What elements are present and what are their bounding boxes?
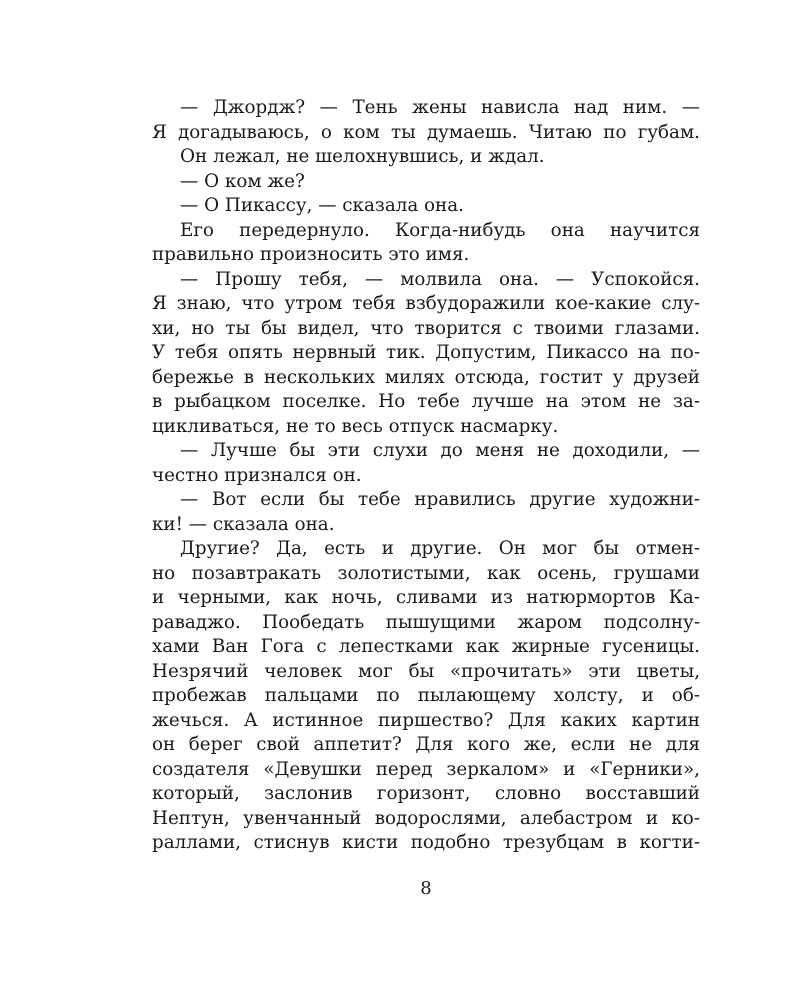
text-line: жечься. А истинное пиршество? Для каких картин xyxy=(152,709,700,731)
text-line: Я догадываюсь, о ком ты думаешь. Читаю по губам. xyxy=(152,121,700,143)
page-number: 8 xyxy=(420,878,432,899)
text-line: Незрячий человек мог бы «прочитать» эти цветы, xyxy=(152,660,700,682)
text-line: и черными, как ночь, сливами из натюрмортов Ка- xyxy=(152,587,700,608)
text-line: У тебя опять нервный тик. Допустим, Пикассо на по- xyxy=(152,342,700,363)
text-line: который, заслонив горизонт, словно восставший xyxy=(152,783,700,804)
text-line: хами Ван Гога с лепестками как жирные гусеницы. xyxy=(152,636,700,657)
text-line: — Лучше бы эти слухи до меня не доходили, — xyxy=(180,440,700,461)
text-line: честно признался он. xyxy=(152,464,362,486)
text-line: — Вот если бы тебе нравились другие художни- xyxy=(180,489,700,510)
text-line: — Прошу тебя, — молвила она. — Успокойся. xyxy=(180,268,700,290)
text-line: Другие? Да, есть и другие. Он мог бы отмен- xyxy=(180,538,700,559)
text-line: Его передернуло. Когда-нибудь она научится xyxy=(180,219,700,241)
text-line: пробежав пальцами по пылающему холсту, и об- xyxy=(152,685,700,706)
text-line: ки! — сказала она. xyxy=(152,513,335,535)
text-line: он берег свой аппетит? Для кого же, если не для xyxy=(152,734,700,755)
body-text xyxy=(152,96,700,856)
text-line: в рыбацком поселке. Но тебе лучше на этом не за- xyxy=(152,391,700,412)
text-line: Нептун, увенчанный водорослями, алебастром и ко- xyxy=(152,807,700,829)
text-line: создателя «Девушки перед зеркалом» и «Герники», xyxy=(152,758,700,780)
text-line: бережье в нескольких милях отсюда, гостит у друзей xyxy=(152,366,700,388)
text-line: раллами, стиснув кисти подобно трезубцам в когти- xyxy=(152,832,700,853)
text-line: раваджо. Пообедать пышущими жаром подсолну- xyxy=(152,611,700,633)
text-line: — О Пикассу, — сказала она. xyxy=(180,195,464,216)
text-line: — О ком же? xyxy=(180,170,305,192)
text-line: хи, но ты бы видел, что творится с твоими глазами. xyxy=(152,317,700,339)
text-line: цикливаться, не то весь отпуск насмарку. xyxy=(152,415,559,437)
text-line: Я знаю, что утром тебя взбудоражили кое-какие слу- xyxy=(152,293,700,314)
text-line: но позавтракать золотистыми, как осень, грушами xyxy=(152,562,700,584)
text-line: — Джордж? — Тень жены нависла над ним. — xyxy=(180,97,700,118)
text-line: правильно произносить это имя. xyxy=(152,244,470,265)
text-line: Он лежал, не шелохнувшись, и ждал. xyxy=(180,146,545,167)
